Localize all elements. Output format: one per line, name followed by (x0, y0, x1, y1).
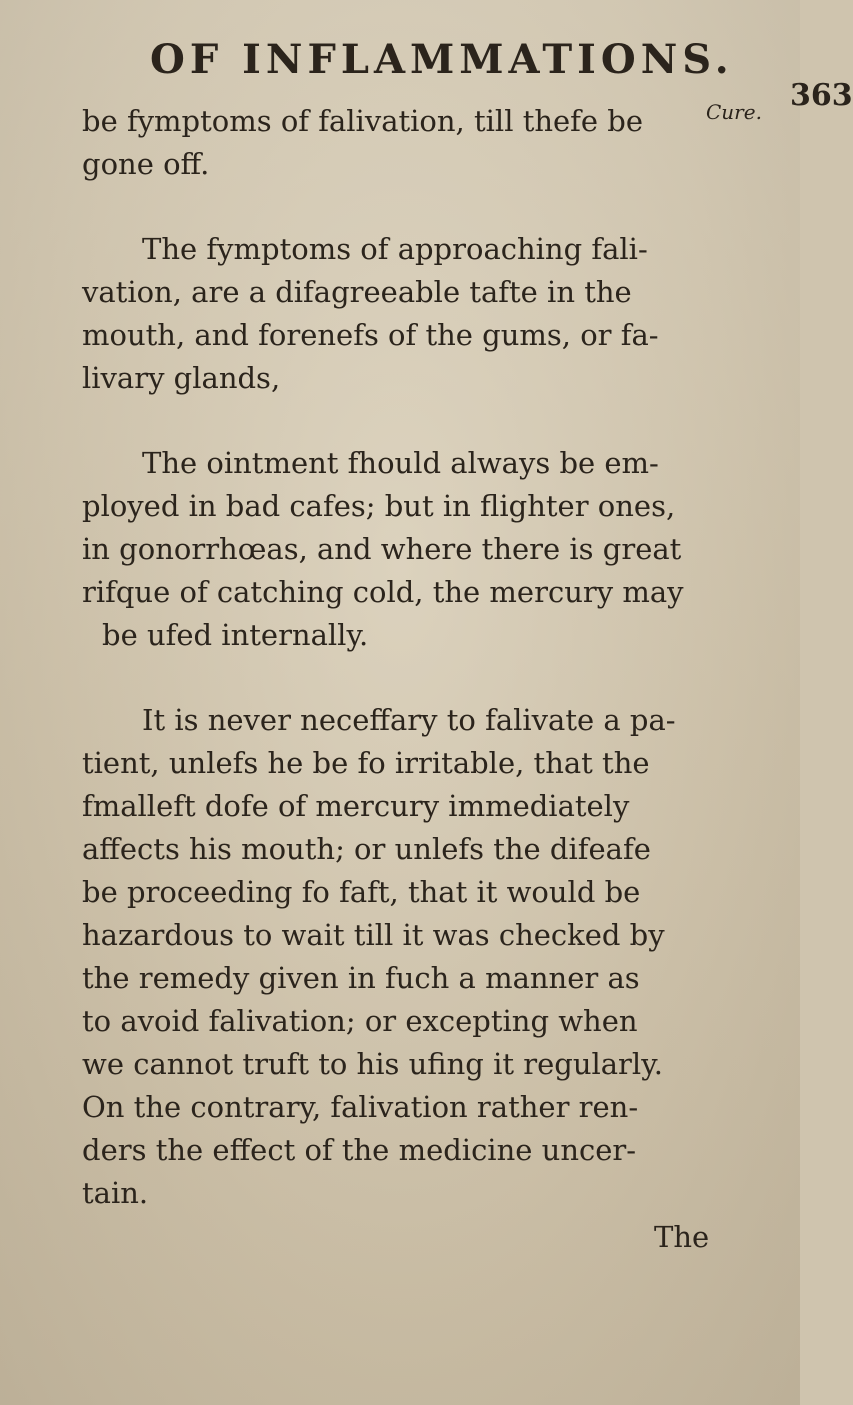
catchword: The (654, 1220, 710, 1254)
text-line: the remedy given in fuch a manner as (82, 961, 640, 995)
text-line: affects his mouth; or unlefs the difeafe (82, 832, 651, 866)
text-line: The fymptoms of approaching fali- (142, 232, 648, 266)
paragraph (82, 699, 716, 1215)
text-line: It is never neceffary to falivate a pa- (142, 703, 676, 737)
text-line: On the contrary, falivation rather ren- (82, 1090, 639, 1124)
text-line: vation, are a difagreeable tafte in the (82, 275, 632, 309)
text-line: fmalleft dofe of mercury immediately (82, 789, 630, 823)
text-line: The ointment fhould always be em- (142, 446, 659, 480)
text-line: hazardous to wait till it was checked by (82, 918, 665, 952)
paragraph (82, 228, 716, 400)
text-line: to avoid falivation; or excepting when (82, 1004, 638, 1038)
text-line: be fymptoms of falivation, till thefe be (82, 104, 644, 138)
text-line: tain. (82, 1176, 149, 1210)
text-line: we cannot truft to his ufing it regularly. (82, 1047, 663, 1081)
body-text (82, 100, 716, 1215)
text-line: livary glands, (82, 361, 281, 395)
text-line: ders the effect of the medicine uncer- (82, 1133, 637, 1167)
text-line: mouth, and forenefs of the gums, or fa- (82, 318, 659, 352)
text-line: rifque of catching cold, the mercury may (82, 575, 684, 609)
paragraph (82, 442, 716, 657)
text-line: in gonorrhœas, and where there is great (82, 532, 682, 566)
margin-note: Cure. (706, 100, 762, 124)
text-line: ployed in bad cafes; but in flighter ones, (82, 489, 676, 523)
text-line: gone off. (82, 147, 210, 181)
text-line: be proceeding fo faft, that it would be (82, 875, 641, 909)
page-number: 363 (790, 78, 853, 113)
text-line: be ufed internally. (102, 618, 369, 652)
text-line: tient, unlefs he be fo irritable, that the (82, 746, 650, 780)
paragraph-continued (82, 100, 716, 186)
running-title: OF INFLAMMATIONS. (150, 36, 734, 83)
